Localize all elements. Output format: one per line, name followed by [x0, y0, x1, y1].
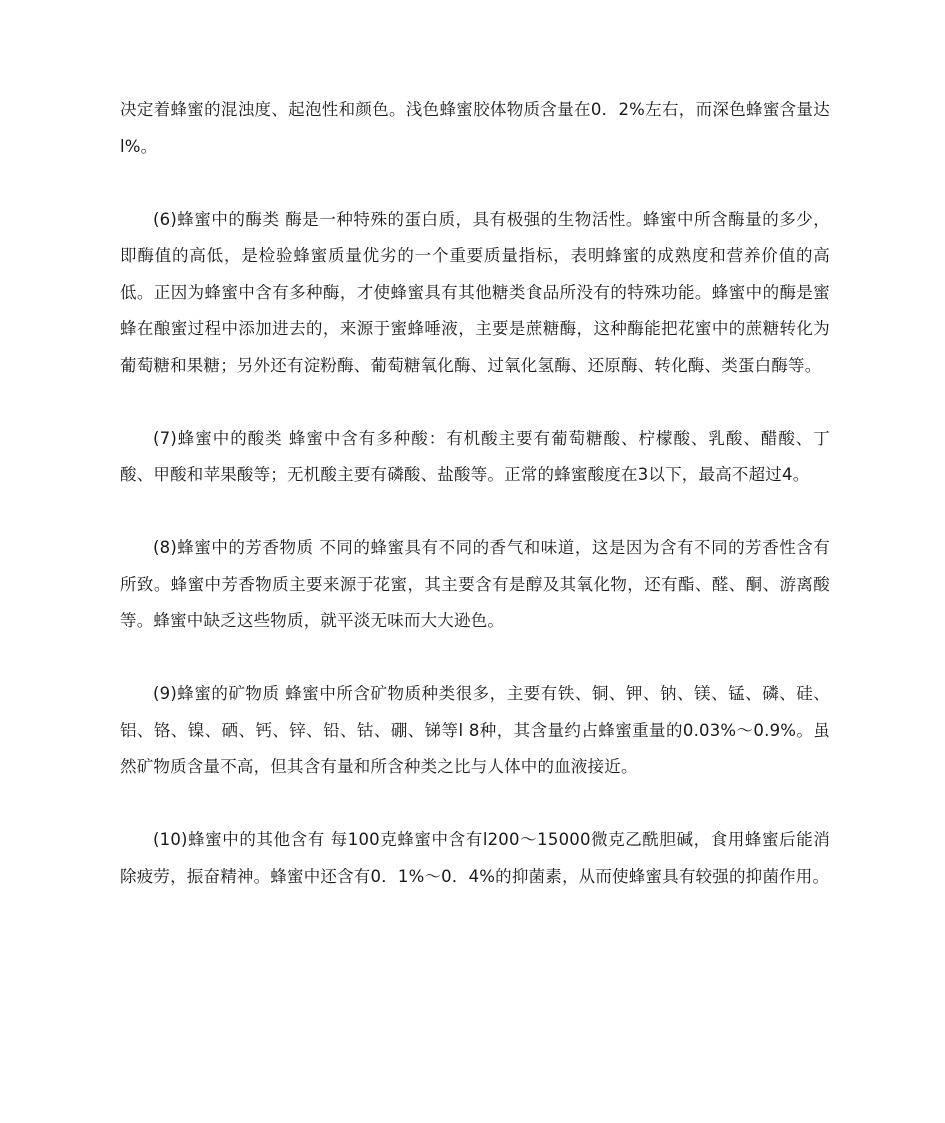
paragraph-spacer [120, 384, 830, 421]
paragraph-spacer [120, 786, 830, 823]
paragraph-other: (10)蜂蜜中的其他含有 每100克蜂蜜中含有l200～15000微克乙酰胆碱，食用蜂蜜后能消除疲劳，振奋精神。蜂蜜中还含有0．1%～0．4%的抑菌素，从而使蜂蜜具有较强的抑菌作用。 [120, 830, 830, 886]
paragraph-spacer [120, 165, 830, 202]
paragraph-spacer [120, 494, 830, 531]
paragraph-colloid: 决定着蜂蜜的混浊度、起泡性和颜色。浅色蜂蜜胶体物质含量在0．2%左右，而深色蜂蜜含量达l%。 [120, 100, 830, 156]
paragraph-enzymes: (6)蜂蜜中的酶类 酶是一种特殊的蛋白质，具有极强的生物活性。蜂蜜中所含酶量的多少，即酶值的高低，是检验蜂蜜质量优劣的一个重要质量指标，表明蜂蜜的成熟度和营养价值的高低。正因为蜂蜜中含有多种酶，才使蜂蜜具有其他糖类食品所没有的特殊功能。蜂蜜中的酶是蜜蜂在酿蜜过程中添加进去的，来源于蜜蜂唾液，主要是蔗糖酶，这种酶能把花蜜中的蔗糖转化为葡萄糖和果糖；另外还有淀粉酶、葡萄糖氧化酶、过氧化氢酶、还原酶、转化酶、类蛋白酶等。 [120, 209, 830, 375]
paragraph-acids: (7)蜂蜜中的酸类 蜂蜜中含有多种酸：有机酸主要有葡萄糖酸、柠檬酸、乳酸、醋酸、丁酸、甲酸和苹果酸等；无机酸主要有磷酸、盐酸等。正常的蜂蜜酸度在3以下，最高不超过4。 [120, 428, 830, 484]
paragraph-minerals: (9)蜂蜜的矿物质 蜂蜜中所含矿物质种类很多，主要有铁、铜、钾、钠、镁、锰、磷、硅、铝、铬、镍、硒、钙、锌、铅、钴、硼、锑等l 8种，其含量约占蜂蜜重量的0.03%～0.9%。虽然矿物质含量不高，但其含有量和所含种类之比与人体中的血液接近。 [120, 684, 830, 776]
paragraph-spacer [120, 640, 830, 677]
document-body [120, 92, 830, 895]
paragraph-aromatics: (8)蜂蜜中的芳香物质 不同的蜂蜜具有不同的香气和味道，这是因为含有不同的芳香性含有所致。蜂蜜中芳香物质主要来源于花蜜，其主要含有是醇及其氧化物，还有酯、醛、酮、游离酸等。蜂蜜中缺乏这些物质，就平淡无味而大大逊色。 [120, 538, 830, 630]
